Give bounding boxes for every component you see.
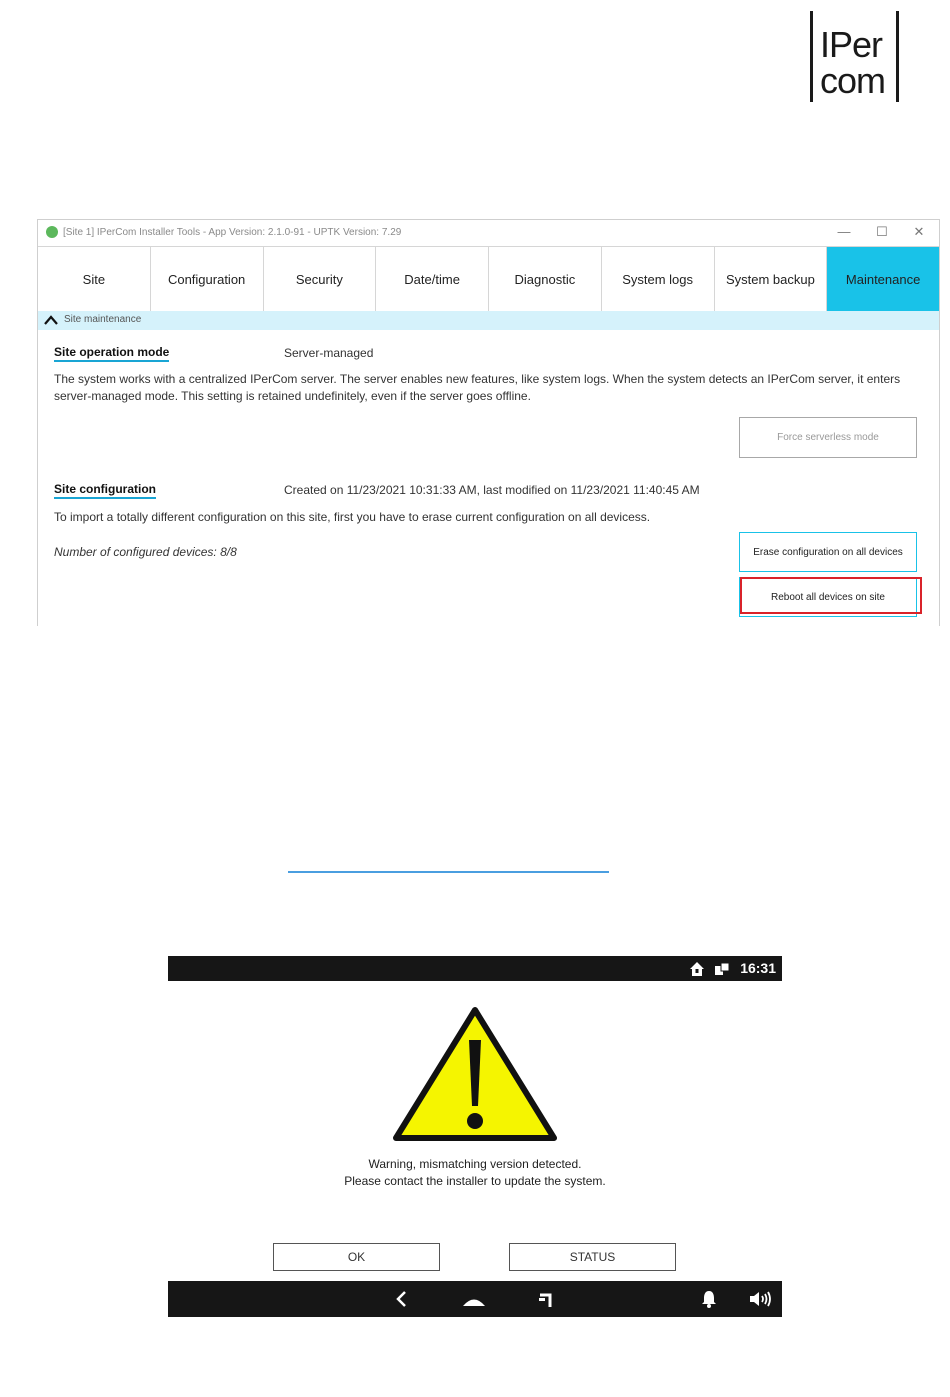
device-screen bbox=[168, 956, 782, 1317]
ipercom-logo bbox=[810, 11, 900, 103]
site-maintenance-label: Site maintenance bbox=[64, 314, 142, 325]
device-status-bar bbox=[168, 956, 782, 981]
status-button[interactable]: STATUS bbox=[509, 1243, 676, 1271]
site-configuration-description: To import a totally different configuration on this site, first you have to erase current configuration on all devicess. bbox=[54, 510, 651, 524]
volume-icon[interactable] bbox=[748, 1289, 774, 1309]
tab-security[interactable]: Security bbox=[264, 247, 377, 311]
recent-apps-icon[interactable] bbox=[536, 1289, 556, 1309]
warning-message-line2: Please contact the installer to update the system. bbox=[344, 1174, 606, 1188]
logo-text-bottom: com bbox=[820, 60, 886, 101]
maximize-button[interactable]: ☐ bbox=[876, 224, 888, 239]
back-icon[interactable] bbox=[392, 1289, 412, 1309]
installer-tools-window bbox=[37, 219, 940, 626]
logo-text-top: IPer bbox=[820, 24, 883, 65]
warning-triangle-icon bbox=[392, 1006, 558, 1142]
reboot-all-devices-button[interactable]: Reboot all devices on site bbox=[739, 577, 917, 617]
tab-system-backup[interactable]: System backup bbox=[715, 247, 828, 311]
tab-diagnostic[interactable]: Diagnostic bbox=[489, 247, 602, 311]
main-tabs bbox=[38, 246, 939, 312]
window-titlebar bbox=[38, 220, 939, 245]
close-button[interactable]: ✕ bbox=[913, 224, 925, 239]
logo-right-bar bbox=[896, 11, 899, 102]
configured-devices-count: Number of configured devices: 8/8 bbox=[54, 545, 237, 559]
site-operation-mode-description: The system works with a centralized IPerCom server. The server enables new features, like system logs. When the system detects an IPerCom server, it enters server-managed mode. This setting is retained undefinitely, even if the server goes offline. bbox=[54, 372, 901, 403]
status-time: 16:31 bbox=[740, 960, 776, 976]
network-icon bbox=[714, 961, 730, 977]
bell-icon[interactable] bbox=[699, 1289, 719, 1309]
logo-left-bar bbox=[810, 11, 813, 102]
tab-site[interactable]: Site bbox=[38, 247, 151, 311]
tab-configuration[interactable]: Configuration bbox=[151, 247, 264, 311]
home-alarm-icon bbox=[689, 961, 705, 977]
warning-message-line1: Warning, mismatching version detected. bbox=[368, 1157, 582, 1171]
window-title: [Site 1] IPerCom Installer Tools - App Version: 2.1.0-91 - UPTK Version: 7.29 bbox=[63, 227, 402, 238]
device-nav-bar bbox=[168, 1281, 782, 1317]
site-operation-mode-value: Server-managed bbox=[284, 346, 374, 360]
ok-button[interactable]: OK bbox=[273, 1243, 440, 1271]
force-serverless-mode-button[interactable]: Force serverless mode bbox=[739, 417, 917, 458]
app-icon bbox=[46, 226, 58, 238]
chevron-up-icon[interactable] bbox=[44, 313, 58, 327]
tab-date-time[interactable]: Date/time bbox=[376, 247, 489, 311]
tab-system-logs[interactable]: System logs bbox=[602, 247, 715, 311]
home-icon[interactable] bbox=[462, 1289, 486, 1309]
erase-configuration-button[interactable]: Erase configuration on all devices bbox=[739, 532, 917, 572]
tab-maintenance[interactable]: Maintenance bbox=[827, 247, 939, 311]
site-maintenance-header[interactable] bbox=[38, 311, 939, 330]
minimize-button[interactable]: — bbox=[837, 224, 851, 239]
site-configuration-dates: Created on 11/23/2021 10:31:33 AM, last modified on 11/23/2021 11:40:45 AM bbox=[284, 483, 700, 497]
site-operation-mode-title: Site operation mode bbox=[54, 345, 169, 362]
site-configuration-title: Site configuration bbox=[54, 482, 156, 499]
divider-line bbox=[288, 871, 609, 873]
